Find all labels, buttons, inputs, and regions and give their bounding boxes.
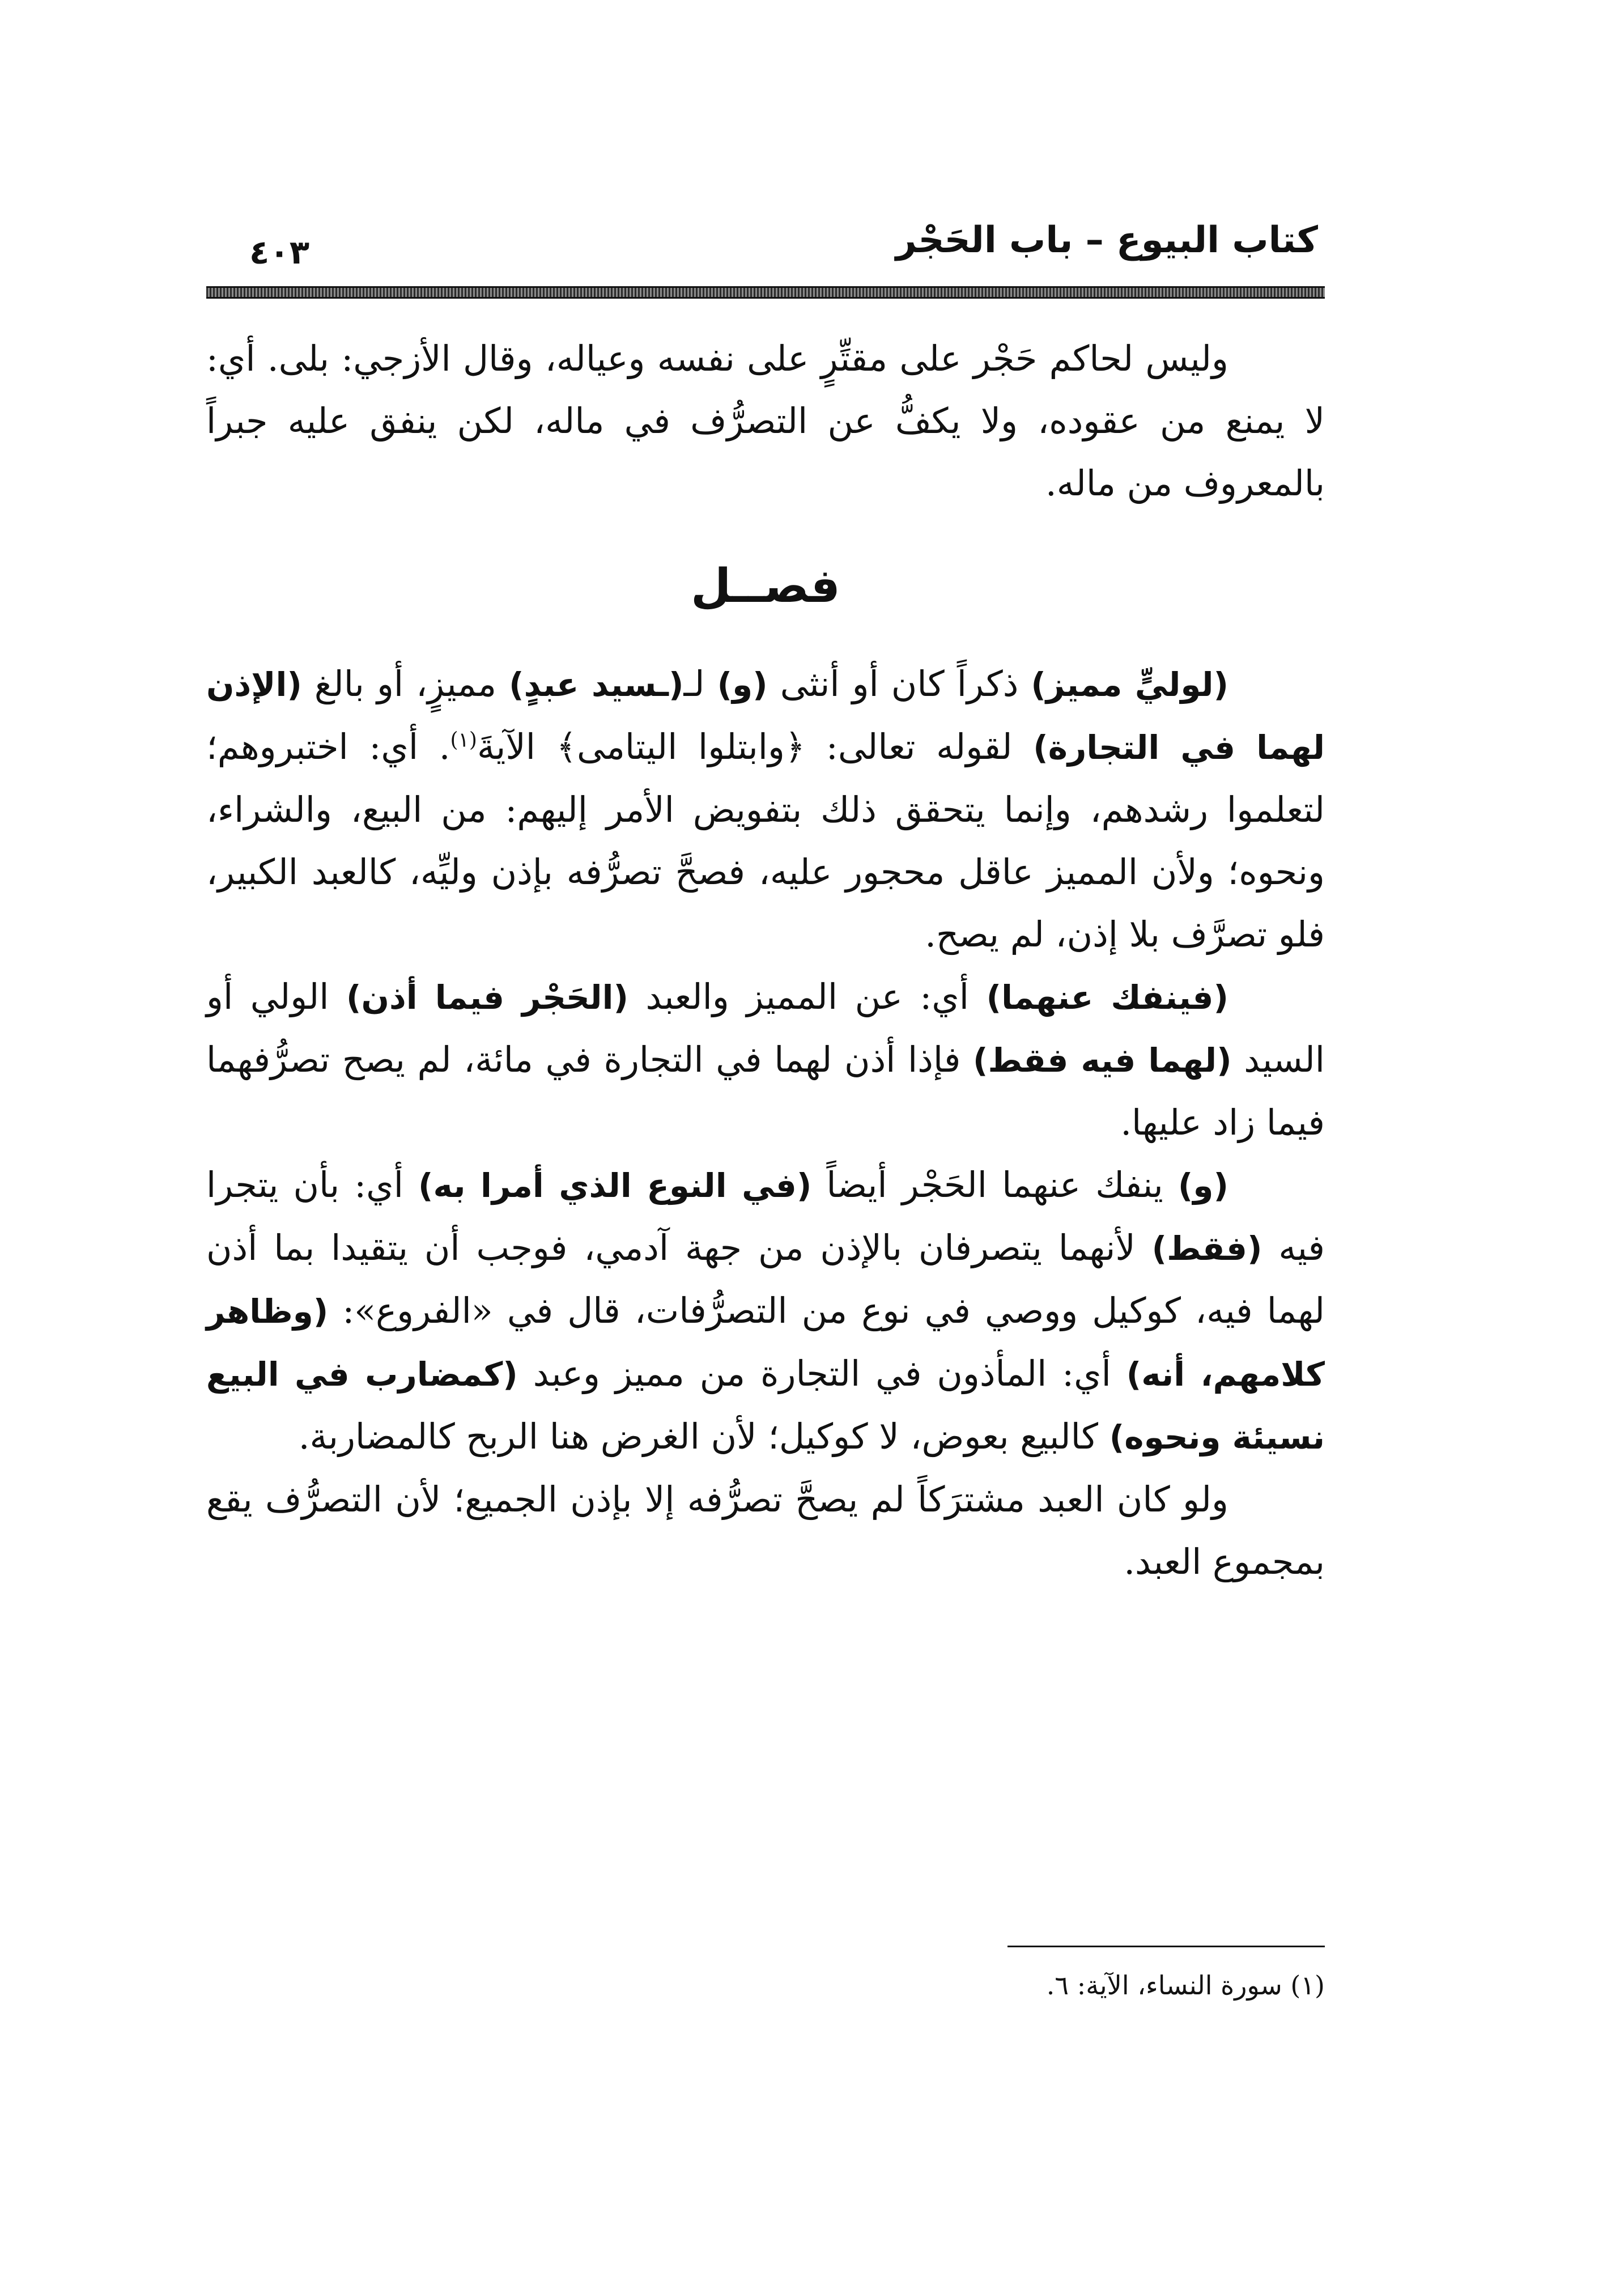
paragraph-4 [206, 1154, 1325, 1468]
main-text [206, 328, 1325, 1593]
page-number: ٤٠٣ [249, 233, 310, 271]
text-run: وليس لحاكم حَجْر على مقتِّرٍ على نفسه وعياله، وقال الأزجي: بلى. أي: لا يمنع من عقوده، ولا يكفُّ عن التصرُّف في ماله، لكن ينفق عليه جبراً بالمعروف من ماله. [206, 338, 1325, 504]
paragraph-2 [206, 653, 1325, 966]
text-run: لقوله تعالى: ﴿وابتلوا اليتامى﴾ الآيةَ [477, 726, 1034, 767]
text-run: أي: عن المميز والعبد [628, 976, 987, 1017]
bold-text: (فينفك عنهما) [986, 978, 1228, 1017]
bold-text: (الحَجْر فيما أذن) [346, 978, 628, 1017]
text-run: مميزٍ، أو بالغ [301, 663, 509, 704]
bold-text: (لهما فيه فقط) [973, 1041, 1232, 1080]
bold-text: (الإذن لهما في التجارة) [206, 665, 1325, 767]
text-run: ذكراً كان أو أنثى [767, 663, 1031, 704]
text-run: . أي: اختبروهم؛ لتعلموا رشدهم، وإنما يتحقق ذلك بتفويض الأمر إليهم: من البيع، والشراء، ونحوه؛ ولأن المميز عاقل محجور عليه، فصحَّ تصرُّفه بإذن وليِّه، كالعبد الكبير، فلو تصرَّف بلا إذن، لم يصح. [206, 726, 1325, 955]
section-heading: فصــل [691, 559, 840, 613]
bold-text: (كمضارب في البيع نسيئة ونحوه) [206, 1355, 1325, 1457]
text-run: لأنهما يتصرفان بالإذن من جهة آدمي، فوجب أن يتقيدا بما أذن لهما فيه، كوكيل ووصي في نوع من التصرُّفات، قال في «الفروع»: [206, 1227, 1325, 1331]
bold-text: (ـسيد عبدٍ) [509, 665, 684, 704]
bold-text: (و) [1177, 1166, 1228, 1205]
bold-text: (و) [717, 665, 768, 704]
footnote: (١) سورة النساء، الآية: ٦. [1046, 1970, 1325, 2001]
text-run: ينفك عنهما الحَجْر أيضاً [811, 1164, 1178, 1205]
text-run: كالبيع بعوض، لا كوكيل؛ لأن الغرض هنا الربح كالمضاربة. [298, 1416, 1109, 1457]
text-run: أي: بأن يتجرا فيه [206, 1164, 1325, 1268]
paragraph-1 [206, 328, 1325, 515]
header-rule [206, 286, 1325, 299]
bold-text: (لوليٍّ مميز) [1031, 665, 1229, 704]
text-run: لـ [683, 663, 717, 704]
text-run: فإذا أذن لهما في التجارة في مائة، لم يصح تصرُّفهما فيما زاد عليها. [206, 1039, 1325, 1143]
bold-text: (في النوع الذي أمرا به) [418, 1166, 812, 1205]
paragraph-3 [206, 966, 1325, 1154]
text-run: الولي أو السيد [206, 976, 1325, 1080]
footnote-ref[interactable]: (١) [450, 728, 477, 752]
text-run: أي: المأذون في التجارة من مميز وعبد [517, 1353, 1126, 1394]
paragraph-5 [206, 1468, 1325, 1593]
text-run: ولو كان العبد مشترَكاً لم يصحَّ تصرُّفه إلا بإذن الجميع؛ لأن التصرُّف يقع بمجموع العبد. [206, 1479, 1325, 1582]
bold-text: (فقط) [1151, 1229, 1262, 1268]
footnote-rule [1007, 1946, 1325, 1947]
bold-text: (وظاهر كلامهم، أنه) [206, 1292, 1325, 1394]
running-title: كتاب البيوع – باب الحَجْر [895, 219, 1318, 261]
